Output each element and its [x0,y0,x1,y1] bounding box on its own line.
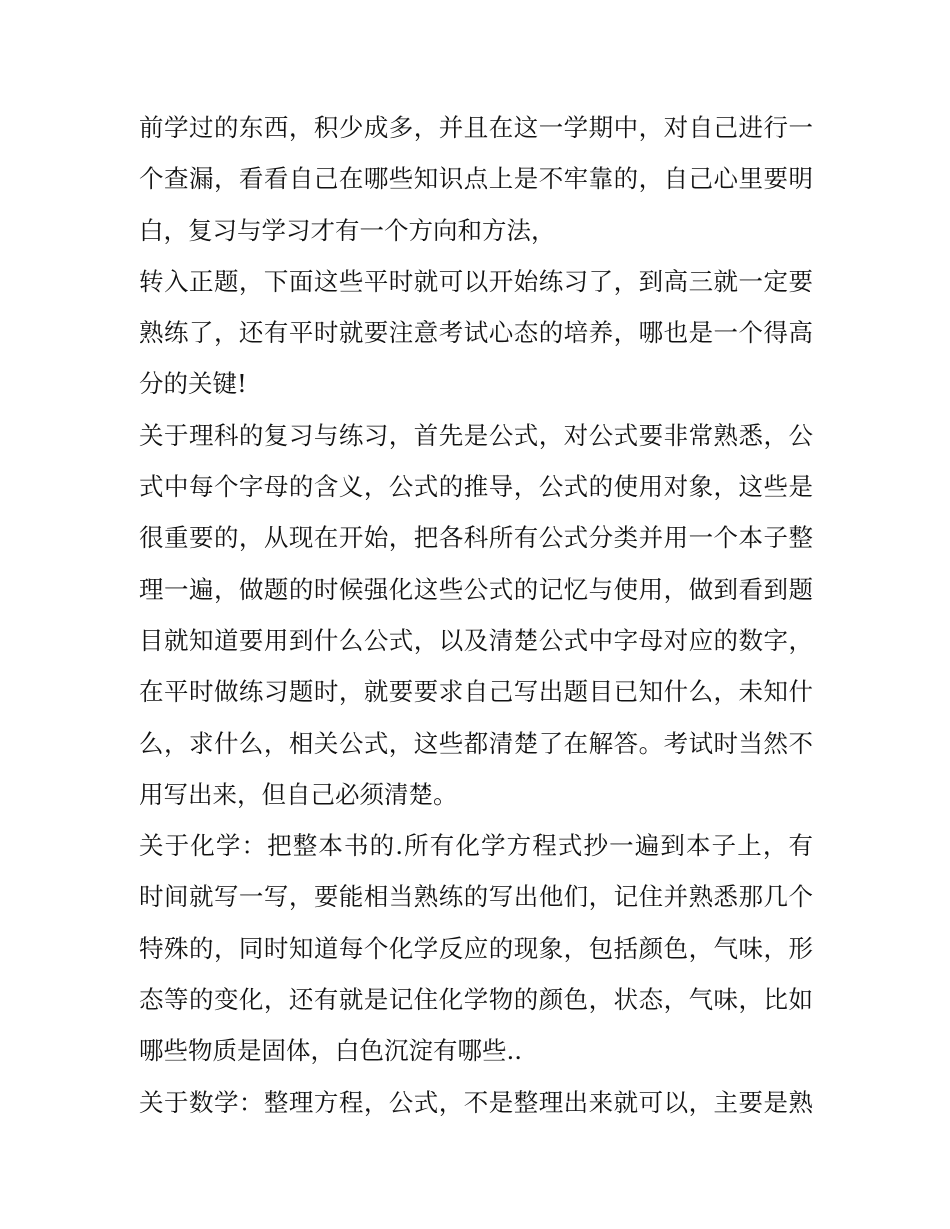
text-line: 态等的变化，还有就是记住化学物的颜色，状态，气味，比如 [139,985,813,1015]
text-line: 哪些物质是固体，白色沉淀有哪些.. [139,1036,523,1066]
document-body [139,102,813,1128]
text-line: 白，复习与学习才有一个方向和方法， [139,215,556,245]
text-line: 在平时做练习题时，就要要求自己写出题目已知什么，未知什 [139,677,813,707]
text-line: 关于化学：把整本书的.所有化学方程式抄一遍到本子上，有 [139,831,813,861]
text-line: 前学过的东西，积少成多，并且在这一学期中，对自己进行一 [139,113,813,142]
text-line: 转入正题，下面这些平时就可以开始练习了，到高三就一定要 [139,266,813,296]
text-line: 关于数学：整理方程，公式，不是整理出来就可以，主要是熟 [139,1087,813,1117]
text-line: 用写出来，但自己必须清楚。 [139,779,458,809]
text-line: 目就知道要用到什么公式，以及清楚公式中字母对应的数字， [139,625,813,655]
text-line: 关于理科的复习与练习，首先是公式，对公式要非常熟悉，公 [139,420,813,450]
text-line: 么，求什么，相关公式，这些都清楚了在解答。考试时当然不 [139,728,813,758]
text-line: 熟练了，还有平时就要注意考试心态的培养，哪也是一个得高 [139,318,813,348]
text-line: 很重要的，从现在开始，把各科所有公式分类并用一个本子整 [139,523,813,553]
text-line: 时间就写一写，要能相当熟练的写出他们，记住并熟悉那几个 [139,882,813,912]
text-line: 特殊的，同时知道每个化学反应的现象，包括颜色，气味，形 [139,933,813,963]
text-line: 分的关键! [139,369,247,399]
text-line: 个查漏，看看自己在哪些知识点上是不牢靠的，自己心里要明 [139,164,813,194]
text-line: 理一遍，做题的时候强化这些公式的记忆与使用，做到看到题 [139,574,813,604]
text-line: 式中每个字母的含义，公式的推导，公式的使用对象，这些是 [139,472,813,502]
